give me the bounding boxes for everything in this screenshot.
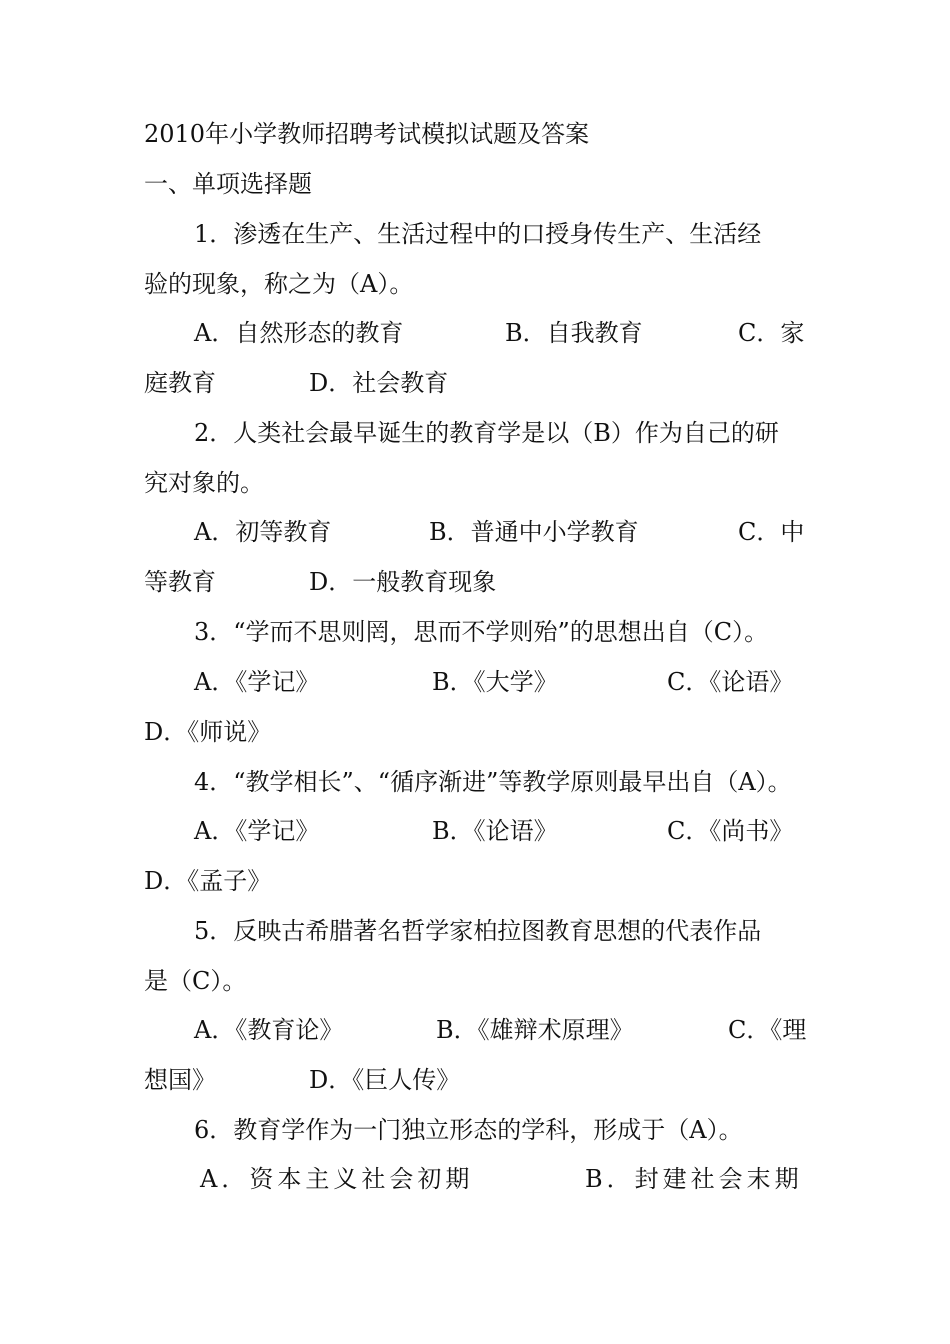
question-1-stem-cont: 验的现象，称之为（A）。 [144, 270, 414, 298]
q3-option-a: A．《学记》 [194, 668, 320, 696]
q1-option-b: B．自我教育 [505, 319, 643, 347]
document-title: 2010年小学教师招聘考试模拟试题及答案 [144, 120, 590, 148]
question-4-stem: 4．“教学相长”、“循序渐进”等教学原则最早出自（A）。 [194, 768, 792, 796]
q5-option-c-cont: 想国》 [144, 1066, 216, 1094]
q6-option-b: B．封建社会末期 [585, 1165, 803, 1193]
q6-option-a: A．资本主义社会初期 [200, 1165, 474, 1193]
q1-option-c: C．家 [738, 319, 805, 347]
q3-option-d: D．《师说》 [144, 718, 272, 746]
q4-option-a: A．《学记》 [194, 817, 320, 845]
question-6-stem: 6．教育学作为一门独立形态的学科，形成于（A）。 [194, 1116, 743, 1144]
q4-option-c: C．《尚书》 [667, 817, 794, 845]
q2-option-a: A．初等教育 [194, 518, 332, 546]
q5-option-a: A．《教育论》 [194, 1016, 344, 1044]
q5-option-d: D．《巨人传》 [309, 1066, 461, 1094]
q2-option-c: C．中 [738, 518, 805, 546]
q5-option-b: B．《雄辩术原理》 [436, 1016, 634, 1044]
question-1-stem: 1．渗透在生产、生活过程中的口授身传生产、生活经 [194, 220, 762, 248]
q2-option-b: B．普通中小学教育 [429, 518, 639, 546]
question-5-stem: 5．反映古希腊著名哲学家柏拉图教育思想的代表作品 [194, 917, 762, 945]
section-heading: 一、单项选择题 [144, 170, 312, 198]
q2-option-d: D．一般教育现象 [309, 568, 497, 596]
q3-option-c: C．《论语》 [667, 668, 794, 696]
q2-option-c-cont: 等教育 [144, 568, 216, 596]
q1-option-a: A．自然形态的教育 [194, 319, 404, 347]
q1-option-c-cont: 庭教育 [144, 369, 216, 397]
question-3-stem: 3．“学而不思则罔，思而不学则殆”的思想出自（C）。 [194, 618, 769, 646]
q3-option-b: B．《大学》 [432, 668, 558, 696]
question-2-stem: 2．人类社会最早诞生的教育学是以（B）作为自己的研 [194, 419, 779, 447]
question-5-stem-cont: 是（C）。 [144, 967, 247, 995]
q1-option-d: D．社会教育 [309, 369, 449, 397]
q4-option-b: B．《论语》 [432, 817, 558, 845]
question-2-stem-cont: 究对象的。 [144, 469, 264, 497]
q4-option-d: D．《孟子》 [144, 867, 272, 895]
q5-option-c: C．《理 [728, 1016, 807, 1044]
